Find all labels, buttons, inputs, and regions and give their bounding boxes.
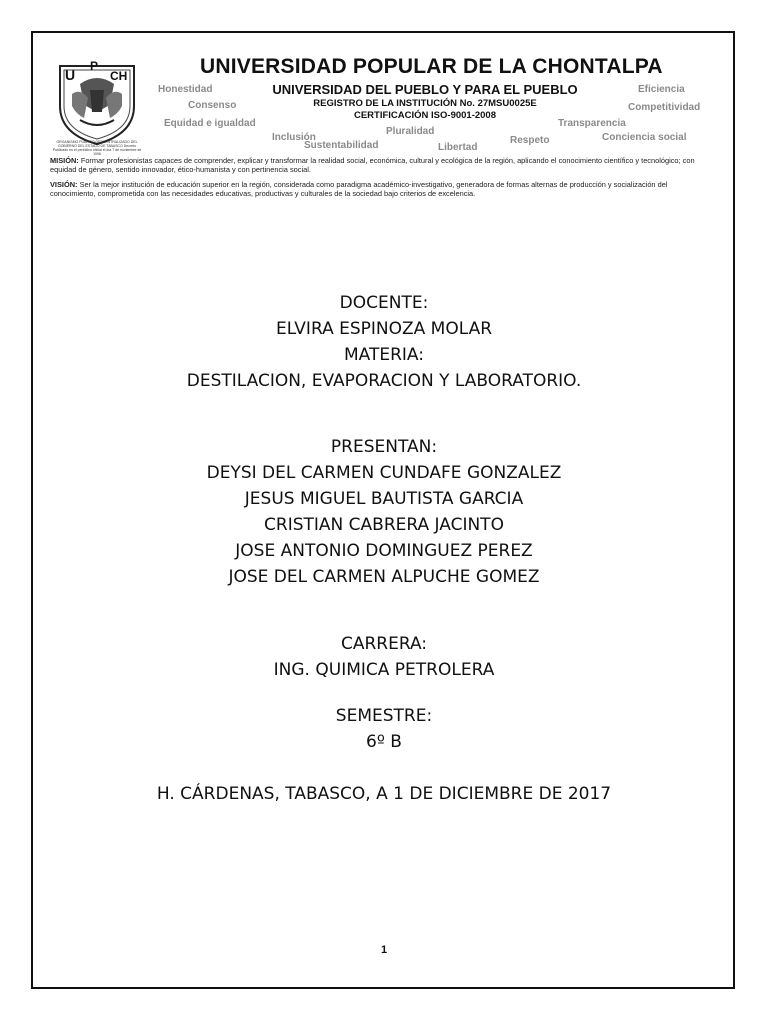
value-eficiencia: Eficiencia xyxy=(638,84,685,95)
value-honestidad: Honestidad xyxy=(158,84,213,95)
value-respeto: Respeto xyxy=(510,135,550,146)
university-title: UNIVERSIDAD POPULAR DE LA CHONTALPA xyxy=(200,55,663,78)
materia-label: MATERIA: xyxy=(344,345,424,365)
seal-letter-p: P xyxy=(90,59,99,73)
value-inclusion: Inclusión xyxy=(272,132,316,143)
materia-name: DESTILACION, EVAPORACION Y LABORATORIO. xyxy=(186,371,582,391)
presentan-label: PRESENTAN: xyxy=(330,437,438,457)
value-competitividad: Competitividad xyxy=(628,102,701,113)
seal-letter-u: U xyxy=(65,67,76,83)
docente-label: DOCENTE: xyxy=(339,293,429,313)
university-subtitle: UNIVERSIDAD DEL PUEBLO Y PARA EL PUEBLO xyxy=(272,82,578,97)
value-transparencia: Transparencia xyxy=(558,118,626,129)
carrera-name: ING. QUIMICA PETROLERA xyxy=(273,660,495,680)
semestre-value: 6º B xyxy=(366,732,402,752)
student-name: JOSE DEL CARMEN ALPUCHE GOMEZ xyxy=(228,567,540,587)
vision-statement xyxy=(50,181,710,198)
student-name: JESUS MIGUEL BAUTISTA GARCIA xyxy=(244,489,524,509)
student-name: DEYSI DEL CARMEN CUNDAFE GONZALEZ xyxy=(206,463,562,483)
value-libertad: Libertad xyxy=(438,142,478,153)
value-equidad: Equidad e igualdad xyxy=(164,118,256,129)
mision-statement xyxy=(50,157,710,174)
value-pluralidad: Pluralidad xyxy=(386,126,435,137)
mision-label: MISIÓN: xyxy=(50,156,79,165)
page-number: 1 xyxy=(380,944,388,956)
vision-text: Ser la mejor institución de educación superior en la región, considerada como paradigma académico-investigativo, generadora de formas alternas de producción y socialización del conocimiento, comprometida con las necesidades educativas, productivas y culturales de la sociedad bajo criterios de excelencia. xyxy=(50,180,668,198)
value-sustentabilidad: Sustentabilidad xyxy=(304,140,379,151)
carrera-label: CARRERA: xyxy=(340,634,428,654)
value-conciencia-social: Conciencia social xyxy=(602,132,687,143)
docente-name: ELVIRA ESPINOZA MOLAR xyxy=(275,319,493,339)
iso-certification: CERTIFICACIÓN ISO-9001-2008 xyxy=(353,110,496,121)
university-header xyxy=(50,54,720,219)
student-name: CRISTIAN CABRERA JACINTO xyxy=(264,515,504,535)
university-seal-logo xyxy=(50,54,144,150)
vision-label: VISIÓN: xyxy=(50,180,78,189)
place-and-date: H. CÁRDENAS, TABASCO, A 1 DE DICIEMBRE DE 2017 xyxy=(156,784,612,804)
mision-text: Formar profesionistas capaces de comprender, explicar y transformar la realidad social, económica, cultural y ecológica de la región, aplicando el conocimiento científico y tecnológico; con equidad de género, sentido innovador, ético-humanista y con pertinencia social. xyxy=(50,156,695,174)
institution-registry: REGISTRO DE LA INSTITUCIÓN No. 27MSU0025E xyxy=(313,98,537,109)
seal-letter-ch: CH xyxy=(110,69,128,83)
semestre-label: SEMESTRE: xyxy=(335,706,433,726)
student-name: JOSE ANTONIO DOMINGUEZ PEREZ xyxy=(235,541,533,561)
seal-caption: ORGANISMO PÚBLICO DESCENTRALIZADO DEL GOBIERNO DEL ESTADO DE TABASCO Decreto Publicado en el periódico oficial el día 7 de noviembre de 1996 xyxy=(52,140,142,156)
value-consenso: Consenso xyxy=(188,100,237,111)
